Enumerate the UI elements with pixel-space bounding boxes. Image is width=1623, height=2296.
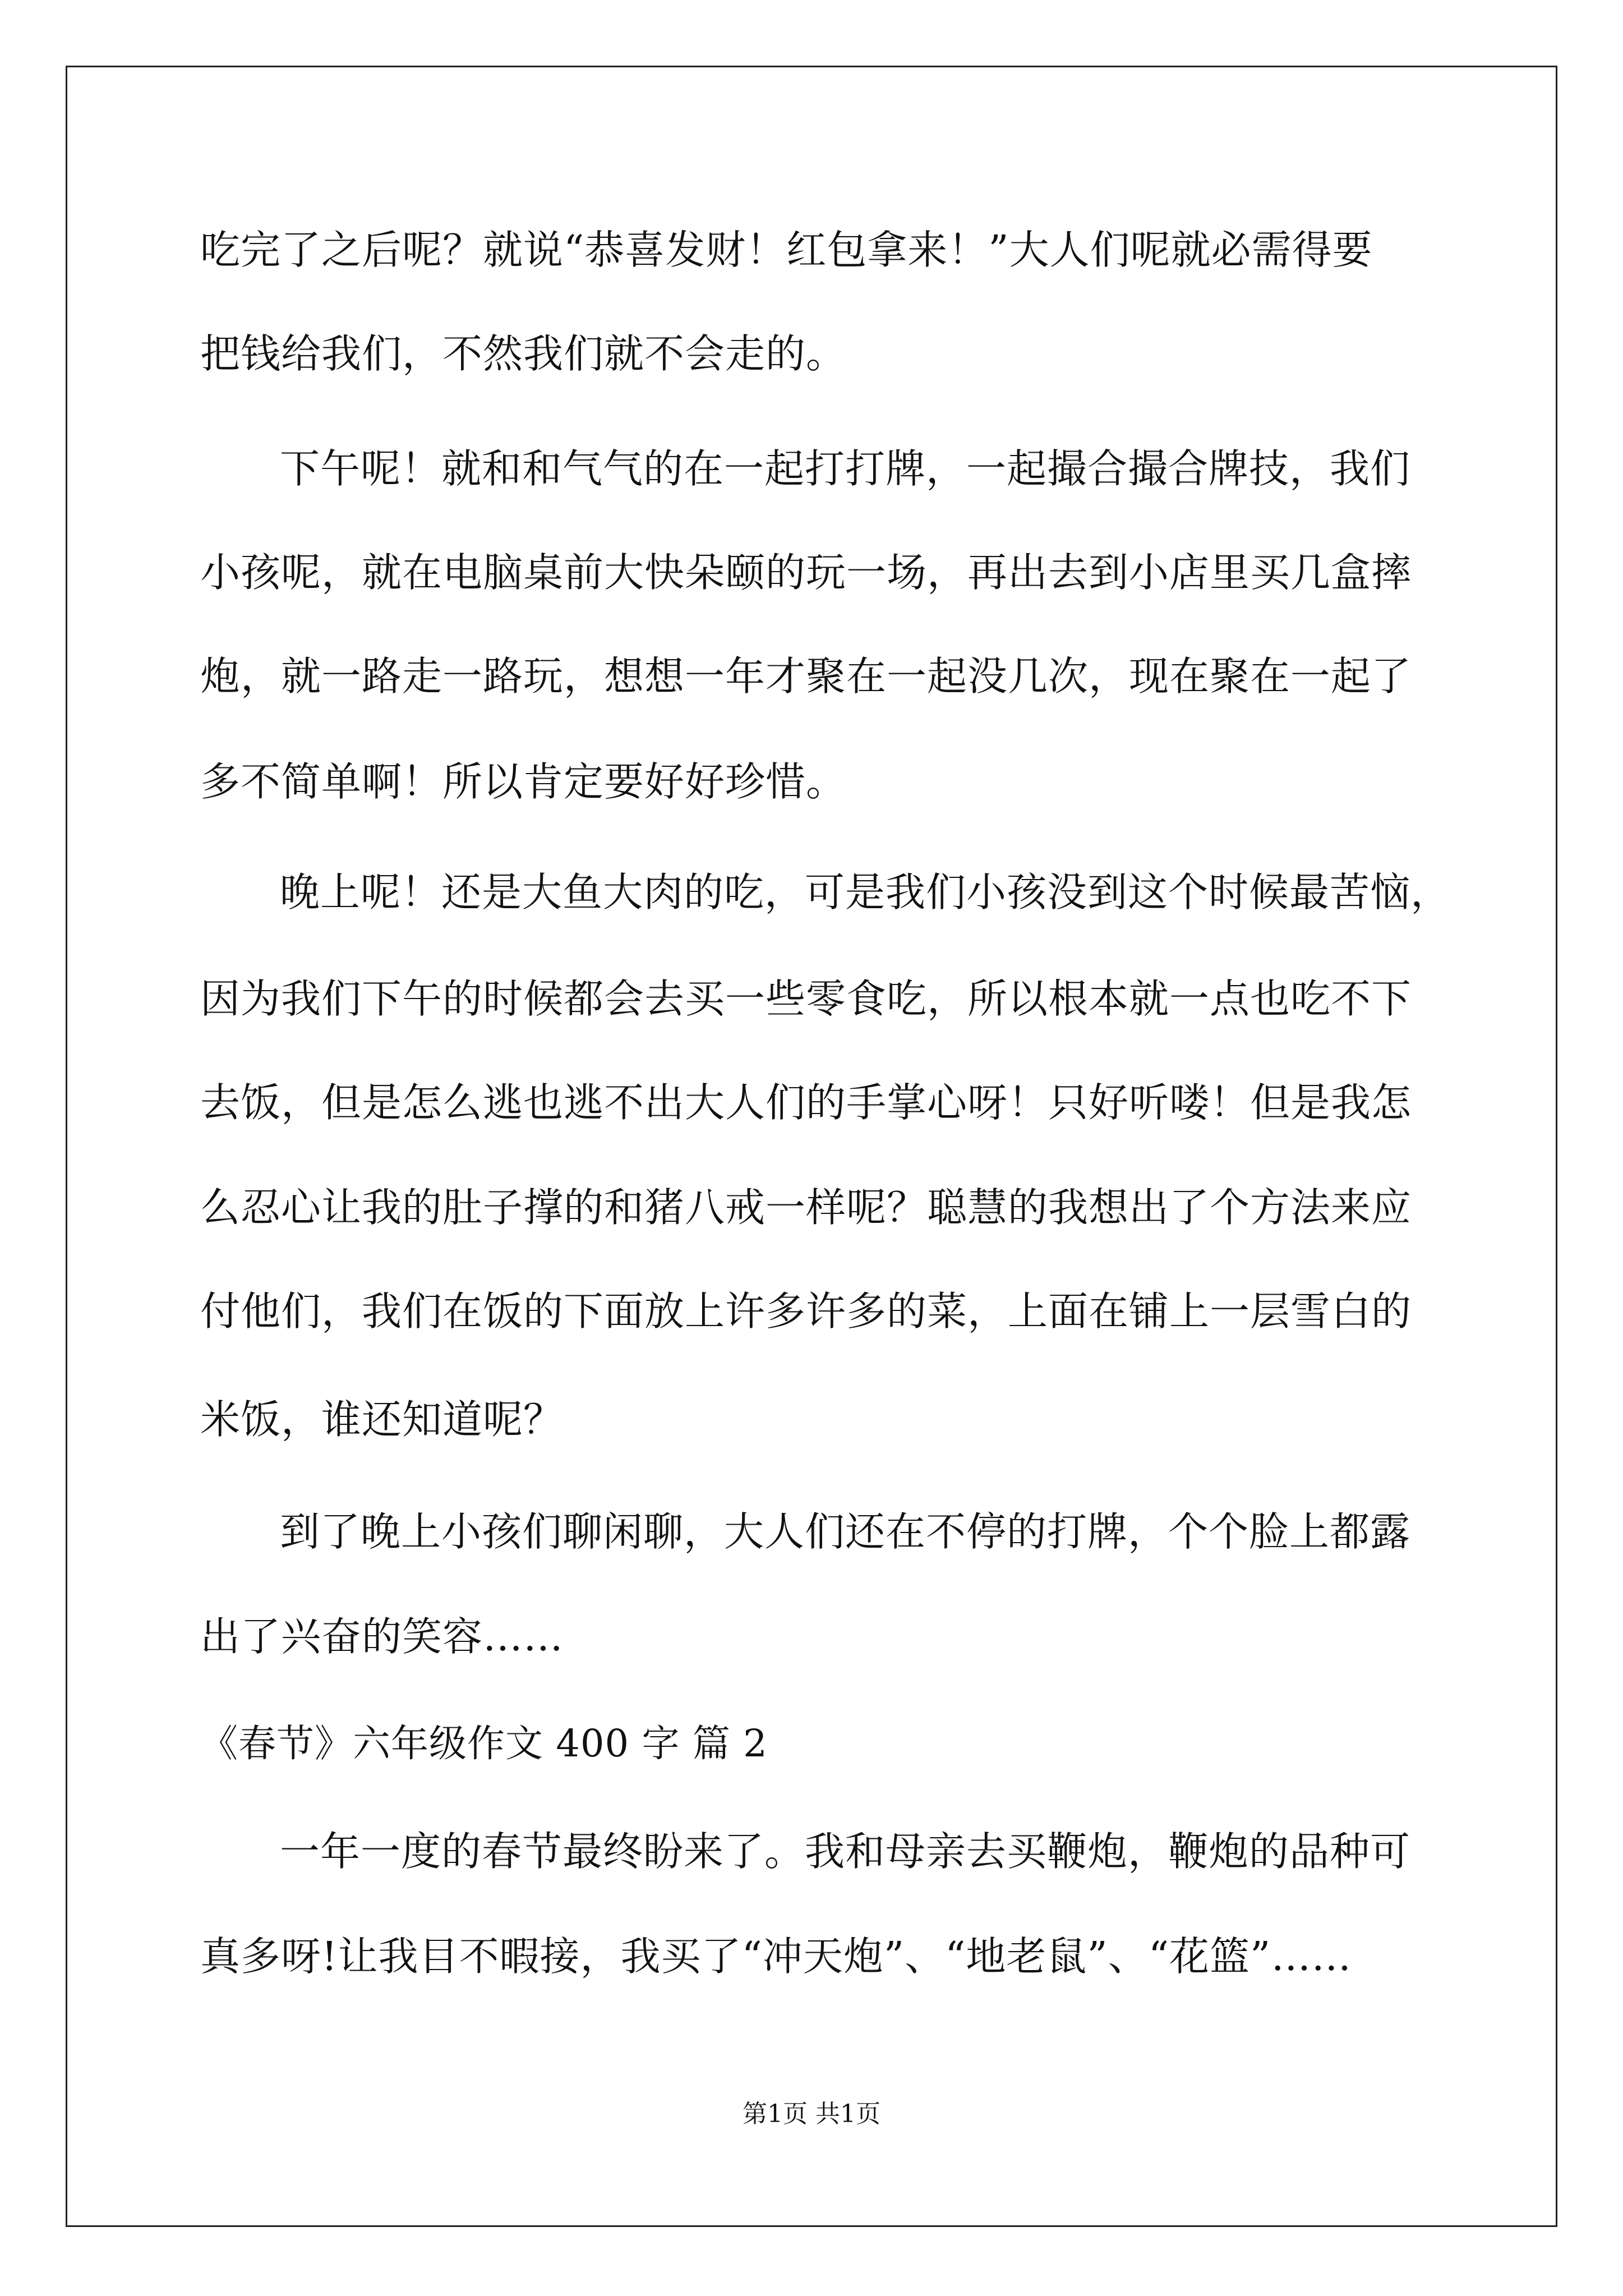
paragraph-line: 么忍心让我的肚子撑的和猪八戒一样呢？聪慧的我想出了个方法来应 <box>200 1184 1412 1231</box>
paragraph-line: 出了兴奋的笑容…… <box>200 1613 564 1660</box>
paragraph-line: 到了晚上小孩们聊闲聊，大人们还在不停的打牌，个个脸上都露 <box>280 1508 1411 1555</box>
paragraph-line: 一年一度的春节最终盼来了。我和母亲去买鞭炮，鞭炮的品种可 <box>280 1828 1411 1875</box>
paragraph-line: 吃完了之后呢？就说“恭喜发财！红包拿来！”大人们呢就必需得要 <box>200 227 1373 273</box>
paragraph-line: 炮，就一路走一路玩，想想一年才聚在一起没几次，现在聚在一起了 <box>200 653 1412 700</box>
paragraph-line: 因为我们下午的时候都会去买一些零食吃，所以根本就一点也吃不下 <box>200 976 1412 1022</box>
paragraph-line: 去饭，但是怎么逃也逃不出大人们的手掌心呀！只好听喽！但是我怎 <box>200 1079 1412 1126</box>
paragraph-line: 米饭，谁还知道呢？ <box>200 1396 564 1443</box>
paragraph-line: 下午呢！就和和气气的在一起打打牌，一起撮合撮合牌技，我们 <box>280 445 1411 492</box>
section-heading: 《春节》六年级作文 400 字 篇 2 <box>200 1722 768 1765</box>
paragraph-line: 付他们，我们在饭的下面放上许多许多的菜，上面在铺上一层雪白的 <box>200 1288 1412 1335</box>
page-footer: 第1页 共1页 <box>743 2100 880 2128</box>
paragraph-line: 晚上呢！还是大鱼大肉的吃，可是我们小孩没到这个时候最苦恼， <box>280 869 1451 915</box>
paragraph-line: 把钱给我们，不然我们就不会走的。 <box>200 330 847 377</box>
paragraph-line: 多不简单啊！所以肯定要好好珍惜。 <box>200 758 847 805</box>
paragraph-line: 真多呀!让我目不暇接，我买了“冲天炮”、“地老鼠”、“花篮”…… <box>200 1933 1352 1980</box>
page-border <box>66 66 1557 2227</box>
paragraph-line: 小孩呢，就在电脑桌前大快朵颐的玩一场，再出去到小店里买几盒摔 <box>200 549 1412 596</box>
